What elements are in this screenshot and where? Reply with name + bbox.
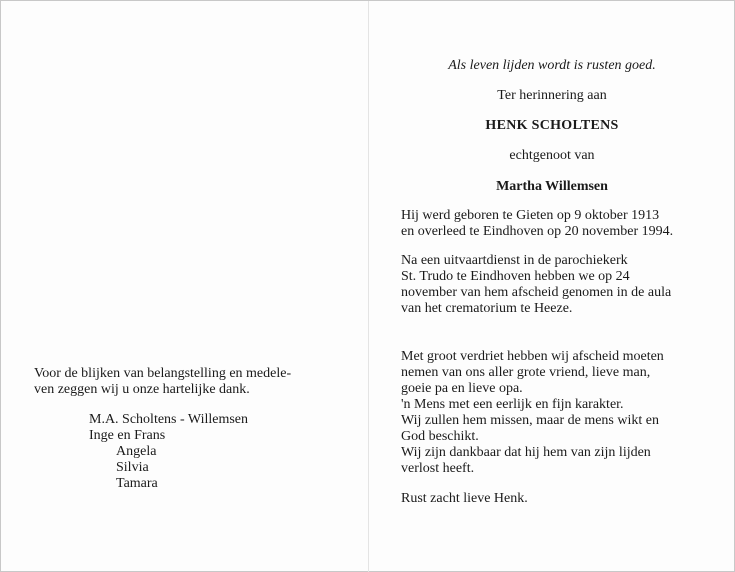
thanks-line: Voor de blijken van belangstelling en medele-	[34, 366, 292, 381]
tribute-line: goeie pa en lieve opa.	[401, 381, 523, 396]
service-paragraph	[401, 253, 703, 317]
spouse-name: Martha Willemsen	[496, 179, 608, 194]
thanks-message	[34, 366, 354, 398]
service-line: november van hem afscheid genomen in de aula	[401, 285, 672, 300]
motto: Als leven lijden wordt is rusten goed.	[448, 58, 656, 73]
closing-line: Rust zacht lieve Henk.	[401, 491, 528, 506]
tribute-line: nemen van ons aller grote vriend, lieve man,	[401, 365, 651, 380]
service-line: Na een uitvaartdienst in de parochiekerk	[401, 253, 628, 268]
deceased-name: HENK SCHOLTENS	[485, 118, 619, 133]
signer-name: Inge en Frans	[89, 428, 166, 443]
thanks-line: ven zeggen wij u onze hartelijke dank.	[34, 382, 250, 397]
birth-death-paragraph	[401, 208, 703, 240]
tribute-line: 'n Mens met een eerlijk en fijn karakter.	[401, 397, 624, 412]
birth-line: Hij werd geboren te Gieten op 9 oktober 1913	[401, 208, 660, 223]
tribute-line: Met groot verdriet hebben wij afscheid moeten	[401, 349, 664, 364]
left-panel	[34, 366, 354, 492]
card-fold	[368, 1, 369, 572]
tribute-paragraph	[401, 349, 703, 477]
tribute-line: verlost heeft.	[401, 461, 475, 476]
right-panel	[401, 57, 703, 507]
signers-list	[89, 412, 354, 492]
service-line: St. Trudo te Eindhoven hebben we op 24	[401, 269, 630, 284]
tribute-line: Wij zullen hem missen, maar de mens wikt en	[401, 413, 659, 428]
spouse-intro: echtgenoot van	[509, 148, 595, 163]
grandchild-name: Angela	[116, 444, 157, 459]
death-line: en overleed te Eindhoven op 20 november 1994.	[401, 224, 674, 239]
remembrance-heading: Ter herinnering aan	[497, 88, 607, 103]
service-line: van het crematorium te Heeze.	[401, 301, 573, 316]
grandchild-name: Tamara	[116, 476, 158, 491]
tribute-line: God beschikt.	[401, 429, 479, 444]
tribute-line: Wij zijn dankbaar dat hij hem van zijn lijden	[401, 445, 651, 460]
grandchild-name: Silvia	[116, 460, 149, 475]
signer-name: M.A. Scholtens - Willemsen	[89, 412, 248, 427]
